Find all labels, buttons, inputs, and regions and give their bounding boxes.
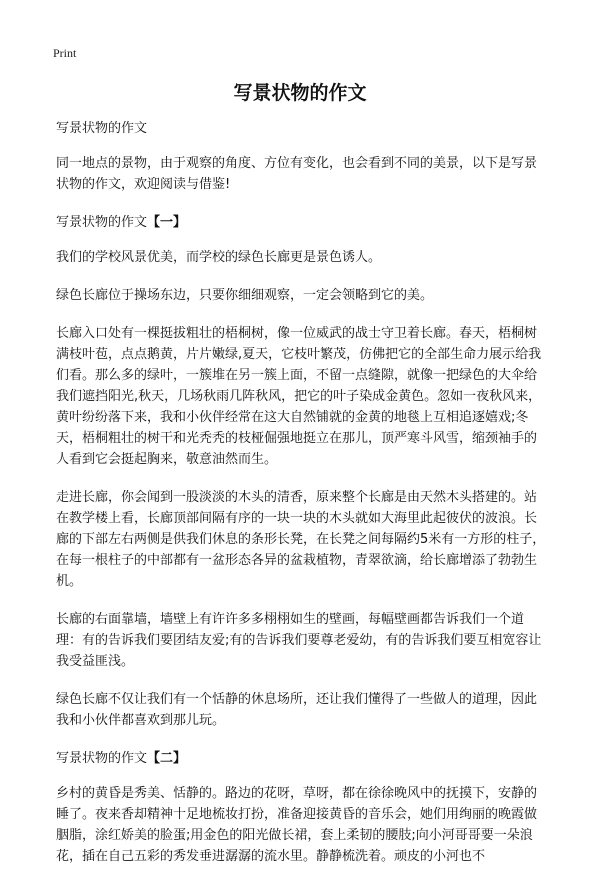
- intro-paragraph: 同一地点的景物，由于观察的角度、方位有变化，也会看到不同的美景，以下是写景状物的作文，欢迎阅读与借鉴!: [56, 156, 538, 192]
- section-1-paragraph: 绿色长廊不仅让我们有一个恬静的休息场所，还让我们懂得了一些做人的道理，因此我和小伙伴都喜欢到那儿玩。: [56, 692, 538, 728]
- section-1-paragraph: 我们的学校风景优美，而学校的绿色长廊更是景色诱人。: [56, 250, 382, 265]
- article-body: [56, 118, 548, 884]
- section-1-paragraph: 走进长廊，你会闻到一股淡淡的木头的清香，原来整个长廊是由天然木头搭建的。站在教学楼上看，长廊顶部间隔有序的一块一块的木头就如大海里此起彼伏的波浪。长廊的下部左右两侧是供我们休息的条形长凳，在长凳之间每隔约5米有一方形的柱子，在每一根柱子的中部都有一盆形态各异的盆栽植物，青翠欲滴，给长廊增添了勃勃生机。: [56, 490, 546, 589]
- section-1-heading-mark: 【一】: [147, 215, 187, 230]
- print-link[interactable]: Print: [53, 46, 77, 60]
- section-1-paragraph: 长廊的右面靠墙，墙壁上有许许多多栩栩如生的壁画，每幅壁画都告诉我们一个道理：有的告诉我们要团结友爱;有的告诉我们要尊老爱幼，有的告诉我们要互相宽容让我受益匪浅。: [56, 612, 542, 669]
- document-title: 写景状物的作文: [233, 82, 367, 104]
- section-2-heading-mark: 【二】: [147, 751, 187, 766]
- section-1-paragraph: 长廊入口处有一棵挺拔粗壮的梧桐树，像一位威武的战士守卫着长廊。春天，梧桐树满枝叶苞，点点鹅黄，片片嫩绿,夏天，它枝叶繁茂，仿佛把它的全部生命力展示给我们看。那么多的绿叶，一簇堆在另一簇上面，不留一点缝隙，就像一把绿色的大伞给我们遮挡阳光,秋天，几场秋雨几阵秋风，把它的叶子染成金黄色。忽如一夜秋风来，黄叶纷纷落下来，我和小伙伴经常在这大自然铺就的金黄的地毯上互相追逐嬉戏;冬天，梧桐粗壮的树干和光秃秃的枝桠倔强地挺立在那儿，顶严寒斗风雪，缩颈袖手的人看到它会挺起胸来，敬意油然而生。: [56, 326, 542, 467]
- section-2-paragraph: 乡村的黄昏是秀美、恬静的。路边的花呀，草呀，都在徐徐晚风中的抚摸下，安静的睡了。夜来香却精神十足地梳妆打扮，准备迎接黄昏的音乐会，她们用绚丽的晚霞做胭脂，涂红娇美的脸蛋;用金色的阳光做长裙，套上柔韧的腰肢;向小河哥哥要一朵浪花，插在自己五彩的秀发垂进潺潺的流水里。静静梳洗着。顽皮的小河也不: [56, 786, 538, 864]
- section-2-heading-text: 写景状物的作文: [56, 751, 148, 766]
- section-1-paragraph: 绿色长廊位于操场东边，只要你细细观察，一定会领略到它的美。: [56, 288, 434, 303]
- intro-heading: 写景状物的作文: [56, 121, 148, 136]
- section-1-heading: [56, 212, 548, 233]
- section-1-heading-text: 写景状物的作文: [56, 215, 148, 230]
- section-2-heading: [56, 748, 548, 769]
